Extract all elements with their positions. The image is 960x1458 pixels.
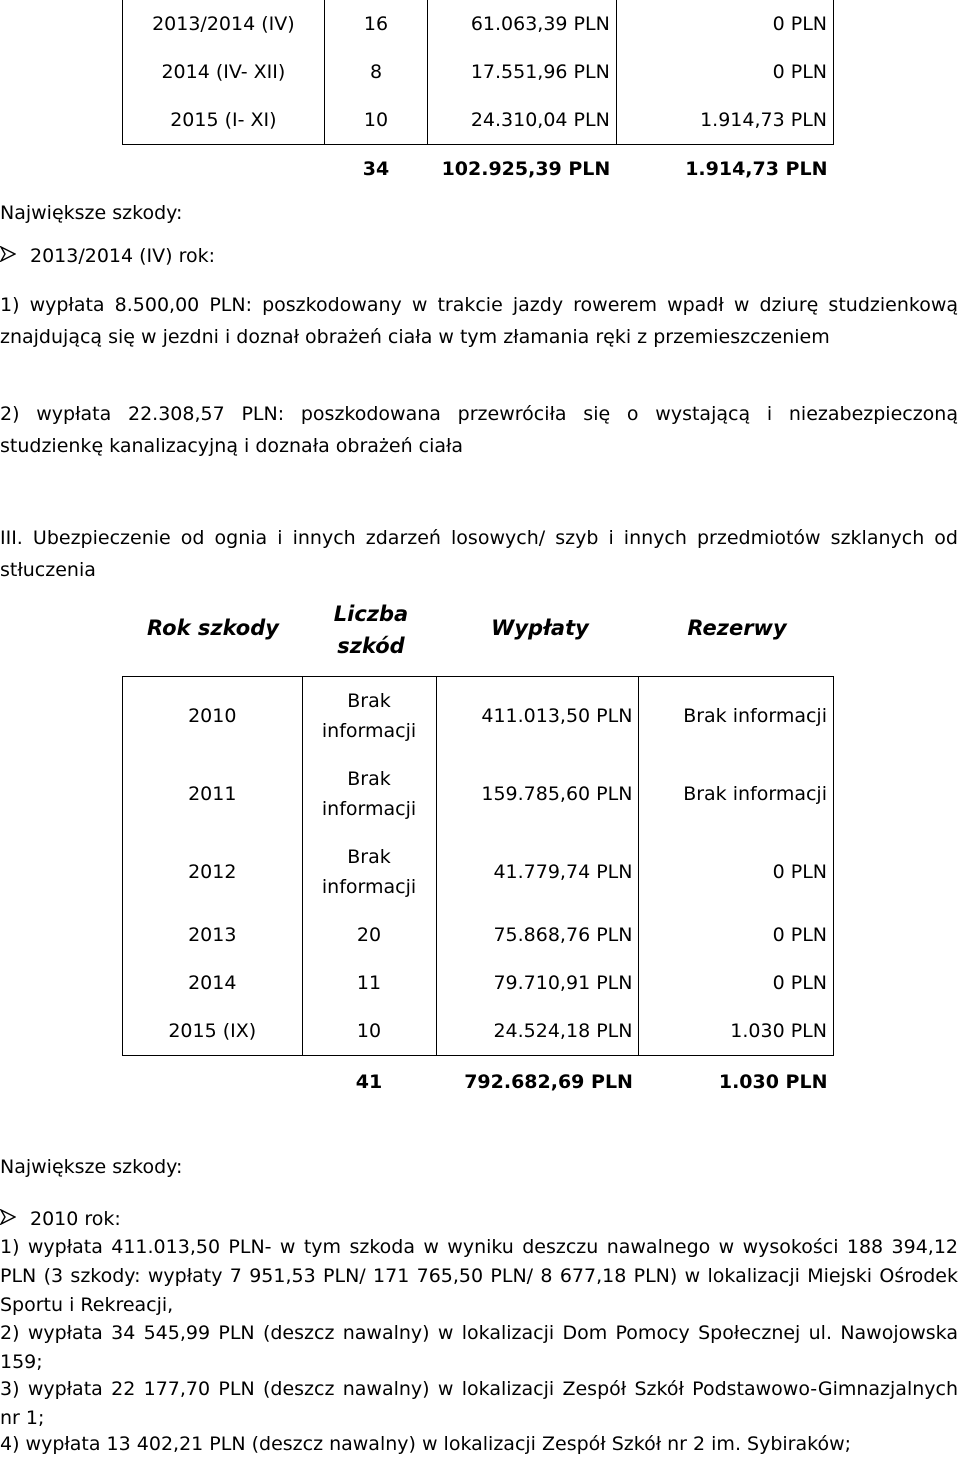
reserve-cell: 1.914,73 PLN [616,96,833,145]
claims-table-1 [122,0,834,193]
count-cell: Brak informacji [302,677,436,756]
reserve-cell: Brak informacji [639,755,834,833]
year-cell: 2014 [123,959,303,1007]
year-cell: 2013 [123,911,303,959]
count-cell: 10 [302,1007,436,1056]
table-row [123,48,834,96]
year-cell: 2011 [123,755,303,833]
table-row [123,677,834,756]
paid-cell: 17.551,96 PLN [428,48,616,96]
count-cell: Brak informacji [302,755,436,833]
year-cell: 2014 (IV- XII) [123,48,325,96]
claim-item: 4) wypłata 13 402,21 PLN (deszcz nawalny) w lokalizacji Zespół Szkół nr 2 im. Sybiraków; [0,1433,852,1455]
claim-item: 3) wypłata 22 177,70 PLN (deszcz nawalny) w lokalizacji Zespół Szkół Podstawowo-Gimnazjalnych nr 1; [0,1378,958,1429]
table-row [123,833,834,911]
count-cell: Brak informacji [302,833,436,911]
reserve-cell: 1.030 PLN [639,1007,834,1056]
reserve-cell: Brak informacji [639,677,834,756]
arrow-bullet-icon [0,245,18,267]
paid-cell: 159.785,60 PLN [436,755,639,833]
paid-cell: 79.710,91 PLN [436,959,639,1007]
year-cell: 2015 (I- XI) [123,96,325,145]
count-cell: 16 [324,0,428,48]
count-cell: 11 [302,959,436,1007]
table-row [123,96,834,145]
claim-item: 2) wypłata 34 545,99 PLN (deszcz nawalny) w lokalizacji Dom Pomocy Społecznej ul. Nawojowska 159; [0,1322,958,1373]
largest-claims-heading: Największe szkody: [0,202,183,224]
sum-reserve: 1.914,73 PLN [685,158,828,180]
table-row [123,0,834,48]
reserve-cell: 0 PLN [616,0,833,48]
claim-item: 1) wypłata 8.500,00 PLN: poszkodowany w trakcie jazdy rowerem wpadł w dziurę studzienkową znajdującą się w jezdni i doznał obrażeń ciała w tym złamania ręki z przemieszczeniem [0,294,958,348]
count-cell: 10 [324,96,428,145]
sum-count: 41 [355,1071,383,1093]
bullet-label: 2010 rok: [30,1208,121,1230]
paid-cell: 75.868,76 PLN [436,911,639,959]
header-count: Liczba szkód [333,602,409,658]
year-cell: 2013/2014 (IV) [123,0,325,48]
paid-cell: 411.013,50 PLN [436,677,639,756]
bullet-label: 2013/2014 (IV) rok: [30,245,216,267]
header-reserve: Rezerwy [687,616,787,640]
sum-reserve: 1.030 PLN [718,1071,828,1093]
claim-item: 2) wypłata 22.308,57 PLN: poszkodowana przewróciła się o wystającą i niezabezpieczoną studzienkę kanalizacyjną i doznała obrażeń ciała [0,403,958,457]
bullet-year [0,245,215,267]
header-year: Rok szkody [147,616,279,640]
table-row [123,959,834,1007]
bullet-year [0,1208,121,1230]
year-cell: 2012 [123,833,303,911]
reserve-cell: 0 PLN [639,959,834,1007]
claims-table-2 [122,676,834,1108]
year-cell: 2010 [123,677,303,756]
sum-row [123,145,834,194]
sum-paid: 792.682,69 PLN [464,1071,633,1093]
paid-cell: 61.063,39 PLN [428,0,616,48]
arrow-bullet-icon [0,1208,18,1230]
paid-cell: 24.524,18 PLN [436,1007,639,1056]
paid-cell: 41.779,74 PLN [436,833,639,911]
section-title: III. Ubezpieczenie od ognia i innych zdarzeń losowych/ szyb i innych przedmiotów szklanych od stłuczenia [0,527,958,581]
largest-claims-heading: Największe szkody: [0,1156,183,1178]
header-paid: Wypłaty [491,616,589,640]
table-row [123,911,834,959]
reserve-cell: 0 PLN [639,911,834,959]
table-row [123,755,834,833]
reserve-cell: 0 PLN [616,48,833,96]
sum-row [123,1056,834,1109]
count-cell: 20 [302,911,436,959]
count-cell: 8 [324,48,428,96]
sum-count: 34 [362,158,390,180]
claim-item: 1) wypłata 411.013,50 PLN- w tym szkoda w wyniku deszczu nawalnego w wysokości 188 394,12 PLN (3 szkody: wypłaty 7 951,53 PLN/ 171 765,50 PLN/ 8 677,18 PLN) w lokalizacji Miejski Ośrodek Sportu i Rekreacji, [0,1236,958,1316]
sum-paid: 102.925,39 PLN [441,158,611,180]
paid-cell: 24.310,04 PLN [428,96,616,145]
year-cell: 2015 (IX) [123,1007,303,1056]
reserve-cell: 0 PLN [639,833,834,911]
table-row [123,1007,834,1056]
